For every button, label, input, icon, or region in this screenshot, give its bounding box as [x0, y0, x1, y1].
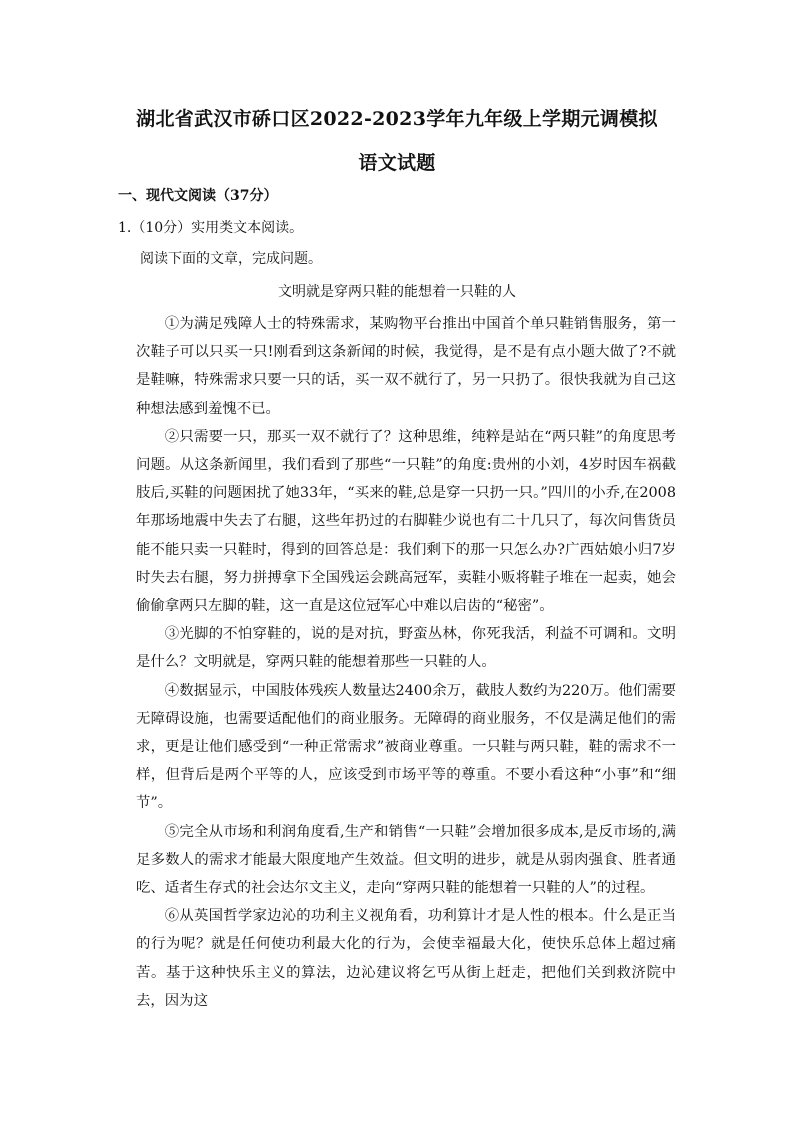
article-title: 文明就是穿两只鞋的能想着一只鞋的人 [278, 284, 516, 300]
paragraph-5: ⑤完全从市场和利润角度看,生产和销售“一只鞋”会增加很多成本,是反市场的,满足多数人的需求才能最大限度地产生效益。但文明的进步，就是从弱肉强食、胜者通吃、适者生存式的社会达尔文主义，走向“穿两只鞋的能想着一只鞋的人”的过程。 [136, 823, 676, 897]
question-label: 1.（10分）实用类文本阅读。 [118, 220, 304, 236]
paragraph-3: ③光脚的不怕穿鞋的，说的是对抗，野蛮丛林，你死我活，利益不可调和。文明是什么？文明就是，穿两只鞋的能想着那些一只鞋的人。 [136, 626, 676, 671]
paragraph-1: ①为满足残障人士的特殊需求，某购物平台推出中国首个单只鞋销售服务，第一次鞋子可以只买一只!刚看到这条新闻的时候，我觉得，是不是有点小题大做了?不就是鞋嘛，特殊需求只要一只的话，买一双不就行了，另一只扔了。很快我就为自己这种想法感到羞愧不已。 [136, 316, 676, 417]
article-body [136, 310, 676, 1015]
reading-instruction: 阅读下面的文章，完成问题。 [140, 251, 322, 267]
exam-title: 湖北省武汉市硚口区2022-2023学年九年级上学期元调模拟 [136, 108, 658, 130]
paragraph-2: ②只需要一只，那买一双不就行了？这种思维，纯粹是站在“两只鞋”的角度思考问题。从这条新闻里，我们看到了那些“一只鞋”的角度:贵州的小刘，4岁时因车祸截肢后,买鞋的问题困扰了她33年，“买来的鞋,总是穿一只扔一只。”四川的小乔,在2008年那场地震中失去了右腿，这些年扔过的右脚鞋少说也有二十几只了，每次问售货员能不能只卖一只鞋时，得到的回答总是：我们剩下的那一只怎么办?广西姑娘小归7岁时失去右腿，努力拼搏拿下全国残运会跳高冠军，卖鞋小贩将鞋子堆在一起卖，她会偷偷拿两只左脚的鞋，这一直是这位冠军心中难以启齿的“秘密”。 [136, 428, 676, 615]
section-heading: 一、现代文阅读（37分） [118, 188, 278, 204]
exam-subtitle: 语文试题 [358, 152, 436, 174]
paragraph-6: ⑥从英国哲学家边沁的功利主义视角看，功利算计才是人性的根本。什么是正当的行为呢？就是任何使功利最大化的行为，会使幸福最大化，使快乐总体上超过痛苦。基于这种快乐主义的算法，边沁建议将乞丐从街上赶走，把他们关到救济院中去，因为这 [136, 908, 676, 1009]
paragraph-4: ④数据显示，中国肢体残疾人数量达2400余万，截肢人数约为220万。他们需要无障碍设施，也需要适配他们的商业服务。无障碍的商业服务，不仅是满足他们的需求，更是让他们感受到“一种正常需求”被商业尊重。一只鞋与两只鞋，鞋的需求不一样，但背后是两个平等的人，应该受到市场平等的尊重。不要小看这种“小事”和“细节”。 [136, 682, 676, 812]
